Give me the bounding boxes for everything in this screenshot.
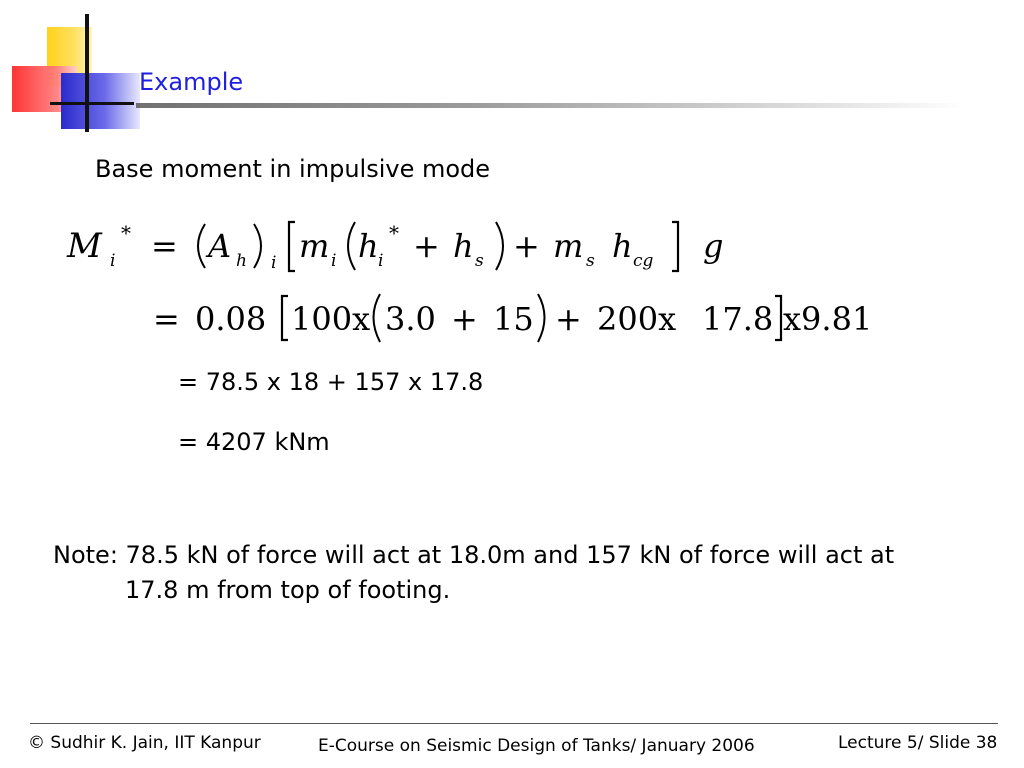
footer-divider — [30, 723, 998, 724]
eq1-paren2-close — [496, 222, 503, 270]
eq2-equals: = — [153, 300, 180, 338]
eq2-term-3: 3.0 — [385, 300, 436, 338]
eq1-paren-open — [198, 224, 205, 268]
eq2-term-15: 15 — [493, 300, 534, 338]
eq1-m-sub: i — [331, 251, 337, 271]
eq1-h: h — [358, 227, 379, 265]
eq1-m: m — [299, 227, 330, 265]
eq1-paren-close — [254, 224, 261, 268]
equation-line-3: = 78.5 x 18 + 157 x 17.8 — [178, 368, 484, 396]
eq1-plus2: + — [513, 227, 540, 265]
eq2-term-9-81: x9.81 — [783, 300, 873, 338]
footer-course: E-Course on Seismic Design of Tanks/ January 2006 — [318, 736, 755, 756]
eq1-g: g — [703, 227, 724, 265]
eq1-bracket-open — [289, 222, 295, 271]
equation-line-2 — [153, 294, 872, 342]
eq2-paren-close — [538, 294, 545, 342]
title-divider — [136, 103, 966, 108]
slide-logo — [0, 0, 150, 140]
eq1-bracket-close — [672, 222, 678, 271]
footer-slide-number: Lecture 5/ Slide 38 — [838, 733, 998, 753]
eq1-A-sub: h — [236, 251, 247, 271]
note-line-1: Note: 78.5 kN of force will act at 18.0m and 157 kN of force will act at — [53, 541, 895, 569]
eq1-M-sup: * — [121, 221, 131, 245]
logo-horizontal-line — [50, 102, 134, 105]
eq1-ms-sub: s — [586, 251, 595, 271]
note-paragraph — [53, 538, 973, 608]
equation-line-1 — [66, 221, 723, 273]
eq2-paren-open — [374, 294, 381, 342]
eq1-equals: = — [151, 227, 178, 265]
logo-blue-square — [61, 73, 140, 129]
eq1-paren2-open — [348, 222, 355, 270]
eq1-hcg-sub: cg — [633, 251, 654, 271]
intro-text: Base moment in impulsive mode — [95, 155, 491, 183]
eq1-M-sub: i — [110, 251, 116, 271]
eq1-hcg: h — [612, 227, 633, 265]
logo-vertical-line — [85, 14, 89, 132]
eq1-M: M — [67, 226, 102, 266]
eq2-coefficient: 0.08 — [195, 300, 267, 338]
eq2-term-200x: 200x — [597, 300, 677, 338]
equation-block — [55, 210, 915, 350]
eq2-term-17-8: 17.8 — [702, 300, 774, 338]
eq1-hs-sub: s — [475, 251, 484, 271]
eq2-plus2: + — [555, 300, 582, 338]
eq1-h-sub: i — [378, 251, 384, 271]
eq1-A: A — [208, 227, 232, 265]
equation-line-4: = 4207 kNm — [178, 428, 330, 456]
eq2-bracket-open — [282, 296, 288, 340]
eq1-outer-sub: i — [271, 253, 277, 273]
eq1-h-sup: * — [389, 221, 399, 245]
slide-title: Example — [139, 68, 244, 96]
eq1-plus1: + — [413, 227, 440, 265]
eq2-bracket-close — [775, 296, 781, 340]
eq2-plus1: + — [451, 300, 478, 338]
footer-copyright: © Sudhir K. Jain, IIT Kanpur — [28, 733, 261, 753]
eq1-ms: m — [553, 227, 584, 265]
note-line-2: 17.8 m from top of footing. — [125, 576, 451, 604]
eq1-hs: h — [453, 227, 474, 265]
eq2-term-100x: 100x — [291, 300, 371, 338]
